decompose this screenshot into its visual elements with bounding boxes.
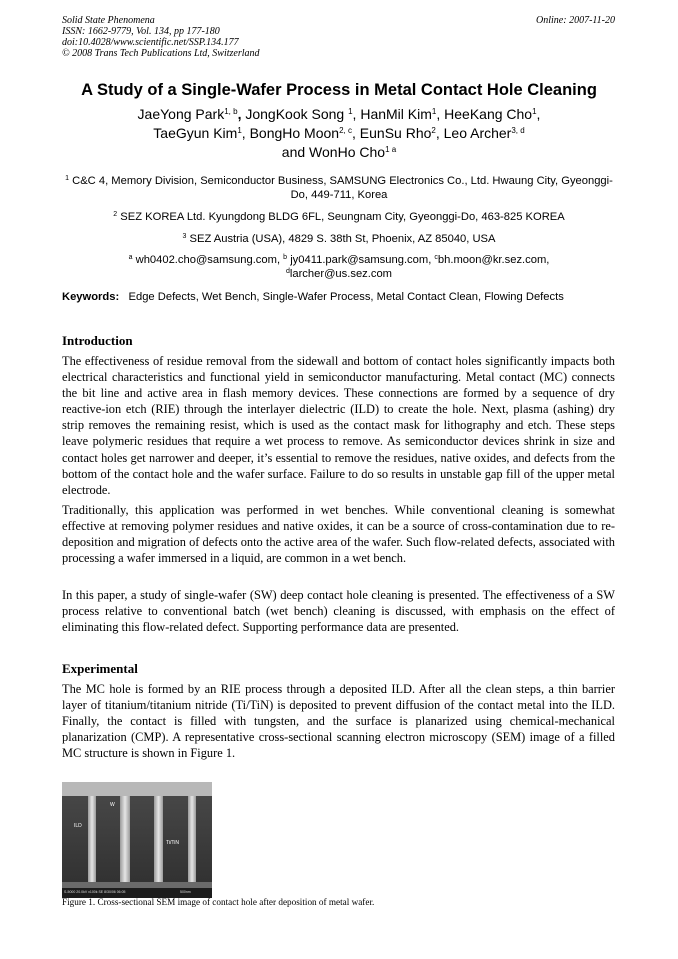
author: HeeKang Cho [444, 106, 533, 122]
sem-label-w: W [110, 802, 115, 808]
email-sup: b [283, 254, 288, 261]
author-sup: 1 a [385, 145, 397, 154]
author: JaeYong Park [137, 106, 225, 122]
email-link[interactable]: bh.moon@kr.sez.com, [437, 254, 550, 266]
author: WonHo Cho [309, 144, 386, 160]
affiliation-1 [62, 174, 616, 202]
paragraph: The MC hole is formed by an RIE process through a deposited ILD. After all the clean steps, a thin barrier layer of titanium/titanium nitride (Ti/TiN) is deposited to prevent diffusion of the contact metal into the ILD. Finally, the contact is filled with tungsten, and the surface is planarized using chemical-mechanical planarization (CMP). A representative cross-sectional scanning electron microscopy (SEM) image of a filled MC structure is shown in Figure 1. [62, 682, 615, 761]
author-sup: 3, d [511, 126, 525, 135]
author: BongHo Moon [249, 125, 340, 141]
paragraph: Traditionally, this application was performed in wet benches. While conventional cleaning is somewhat effective at removing polymer residues and native oxides, it can be a source of cross-contamination due to re-deposition and migration of defects onto the active area of the wafer. Such flow-related defects, associated with processing a wafer immersed in a liquid, are common in a wet bench. [62, 503, 615, 566]
affiliation-sup: 3 [182, 233, 187, 240]
author-sup: 1 [431, 107, 437, 116]
sem-image [62, 782, 212, 898]
author-list: JaeYong Park$^{1, b}$, JongKook Song $^1$, HanMil Kim$^1$, HeeKang Cho$^1$, TaeGyun Kim$^1$, BongHo Moon$^{2, c}$, EunSu Rho$^2$, Leo Archer$^{3, d}$ and WonHo Cho$^{1 a}$ [137, 106, 541, 160]
sem-scale-bar: 500nm [180, 890, 191, 894]
affiliation-sup: 1 [65, 175, 70, 182]
email-sup: d [285, 268, 290, 275]
copyright: © 2008 Trans Tech Publications Ltd, Switzerland [62, 48, 260, 59]
sem-info-bar: S-5000 20.0kV x100k SE 8/30/06 06:05 [64, 890, 126, 894]
issn: ISSN: 1662-9779, Vol. 134, pp 177-180 [62, 26, 220, 37]
paragraph: In this paper, a study of single-wafer (SW) deep contact hole cleaning is presented. The effectiveness of a SW process relative to conventional batch (wet bench) cleaning is discussed, with emphasis on the effect of eliminating this flow-related defect. Supporting performance data are presented. [62, 588, 615, 635]
sem-image-drawing [62, 782, 212, 898]
author-sup: 1 [237, 126, 242, 135]
journal-header [62, 15, 260, 59]
author: HanMil Kim [360, 106, 432, 122]
keywords-label: Keywords: [62, 291, 120, 303]
author-sup: 1, b [224, 107, 238, 116]
affiliation-text: C&C 4, Memory Division, Semiconductor Business, SAMSUNG Electronics Co., Ltd. Hwaung City, Gyeonggi-Do, 449-711, Korea [72, 175, 613, 201]
email-link[interactable]: wh0402.cho@samsung.com, [135, 254, 281, 266]
author-sup: 1 [532, 107, 537, 116]
sem-label-titin: Ti/TiN [166, 840, 179, 846]
keywords-text: Edge Defects, Wet Bench, Single-Wafer Process, Metal Contact Clean, Flowing Defects [128, 291, 564, 303]
email-list [62, 253, 616, 281]
email-sup: c [434, 254, 438, 261]
keywords [62, 290, 615, 304]
paper-title: A Study of a Single-Wafer Process in Metal Contact Hole Cleaning [81, 81, 597, 99]
affiliation-sup: 2 [113, 211, 118, 218]
author: TaeGyun Kim [153, 125, 238, 141]
author: Leo Archer [443, 125, 512, 141]
section-heading-experimental: Experimental [62, 661, 138, 676]
doi: doi:10.4028/www.scientific.net/SSP.134.177 [62, 37, 239, 48]
author: JongKook Song [245, 106, 345, 122]
affiliation-3 [62, 232, 616, 246]
journal-name: Solid State Phenomena [62, 15, 155, 26]
affiliation-text: SEZ KOREA Ltd. Kyungdong BLDG 6FL, Seungnam City, Gyeonggi-Do, 463-825 KOREA [120, 211, 565, 223]
online-date: Online: 2007-11-20 [536, 15, 615, 26]
email-link[interactable]: jy0411.park@samsung.com, [290, 254, 432, 266]
author: EunSu Rho [359, 125, 432, 141]
sem-label-ild: ILD [74, 823, 82, 829]
author-sup: 1 [348, 107, 353, 116]
affiliation-2 [62, 210, 616, 224]
author-sup: 2 [431, 126, 436, 135]
author-sup: 2, c [339, 126, 352, 135]
affiliation-text: SEZ Austria (USA), 4829 S. 38th St, Phoenix, AZ 85040, USA [189, 233, 496, 245]
paragraph: The effectiveness of residue removal from the sidewall and bottom of contact holes significantly impacts both electrical characteristics and functional yield in semiconductor manufacturing. Metal contact (MC) connects the bit line and active area in flash memory devices. These connections are formed by a sequence of dry reactive-ion etch (RIE) through the interlayer dielectric (ILD) to create the hole. Next, plasma (ashing) dry strip removes the remaining resist, which is used as the contact mask for lithography and etch. These steps leave polymeric residues that require a wet process to remove. As semiconductor devices shrink in size and contact holes get narrower and deeper, it’s essential to remove the residues, native oxides, and defects from the bottom of the contact hole and the wafer surface. Failure to do so results in unstable gap fill of the upper metal electrode. [62, 354, 615, 497]
figure-caption: Figure 1. Cross-sectional SEM image of contact hole after deposition of metal wafer. [62, 897, 375, 907]
email-sup: a [128, 254, 133, 261]
section-heading-introduction: Introduction [62, 333, 133, 348]
email-link[interactable]: larcher@us.sez.com [289, 268, 393, 280]
